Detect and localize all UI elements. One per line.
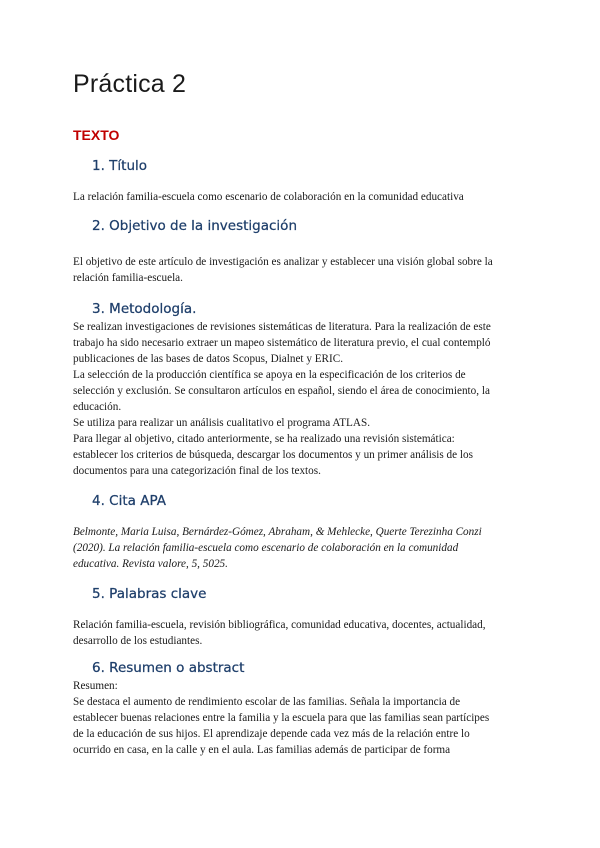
heading-titulo: 1. Título xyxy=(92,158,148,174)
paragraph-resumen xyxy=(73,678,535,758)
text-line: La selección de la producción científica se apoya en la especificación de los criterios de xyxy=(73,369,466,381)
heading-palabras-clave: 5. Palabras clave xyxy=(92,586,207,602)
text-line: (2020). La relación familia-escuela como escenario de colaboración en la comunidad xyxy=(73,542,459,554)
text-line: documentos para una categorización final de los textos. xyxy=(73,465,321,477)
text-line: selección y exclusión. Se consultaron artículos en español, siendo el área de conocimiento, la xyxy=(73,385,490,397)
text-line: Belmonte, Maria Luisa, Bernárdez-Gómez, Abraham, & Mehlecke, Querte Terezinha Conzi xyxy=(73,526,482,538)
text-line: La relación familia-escuela como escenario de colaboración en la comunidad educativa xyxy=(73,191,464,203)
text-line: establecer buenas relaciones entre la familia y la escuela para que las familias sean partícipes xyxy=(73,712,490,724)
text-line: relación familia-escuela. xyxy=(73,272,183,284)
text-line: Resumen: xyxy=(73,680,118,692)
text-line: establecer los criterios de búsqueda, descargar los documentos y un primer análisis de los xyxy=(73,449,473,461)
heading-objetivo: 2. Objetivo de la investigación xyxy=(92,218,297,234)
text-line: Se utiliza para realizar un análisis cualitativo el programa ATLAS. xyxy=(73,417,370,429)
paragraph-metodologia xyxy=(73,319,535,479)
heading-resumen: 6. Resumen o abstract xyxy=(92,660,245,676)
text-line: trabajo ha sido necesario extraer un mapeo sistemático de literatura previo, el cual contempló xyxy=(73,337,491,349)
text-line: educativa. Revista valore, 5, 5025. xyxy=(73,558,228,570)
paragraph-titulo xyxy=(73,189,535,205)
document-title: Práctica 2 xyxy=(73,70,187,98)
heading-metodologia: 3. Metodología. xyxy=(92,301,197,317)
heading-cita-apa: 4. Cita APA xyxy=(92,493,166,509)
text-line: publicaciones de las bases de datos Scopus, Dialnet y ERIC. xyxy=(73,353,343,365)
text-line: de la educación de sus hijos. El aprendizaje depende cada vez más de la relación entre lo xyxy=(73,728,470,740)
text-line: Para llegar al objetivo, citado anteriormente, se ha realizado una revisión sistemática: xyxy=(73,433,455,445)
text-line: El objetivo de este artículo de investigación es analizar y establecer una visión global sobre la xyxy=(73,256,493,268)
section-label: TEXTO xyxy=(73,127,120,143)
paragraph-palabras-clave xyxy=(73,617,535,649)
text-line: Se realizan investigaciones de revisiones sistemáticas de literatura. Para la realización de este xyxy=(73,321,491,333)
text-line: Se destaca el aumento de rendimiento escolar de las familias. Señala la importancia de xyxy=(73,696,461,708)
text-line: desarrollo de los estudiantes. xyxy=(73,635,203,647)
text-line: Relación familia-escuela, revisión bibliográfica, comunidad educativa, docentes, actualidad, xyxy=(73,619,486,631)
text-line: educación. xyxy=(73,401,122,413)
paragraph-objetivo xyxy=(73,254,535,286)
text-line: ocurrido en casa, en la calle y en el aula. Las familias además de participar de forma xyxy=(73,744,451,756)
paragraph-cita-apa xyxy=(73,524,535,572)
